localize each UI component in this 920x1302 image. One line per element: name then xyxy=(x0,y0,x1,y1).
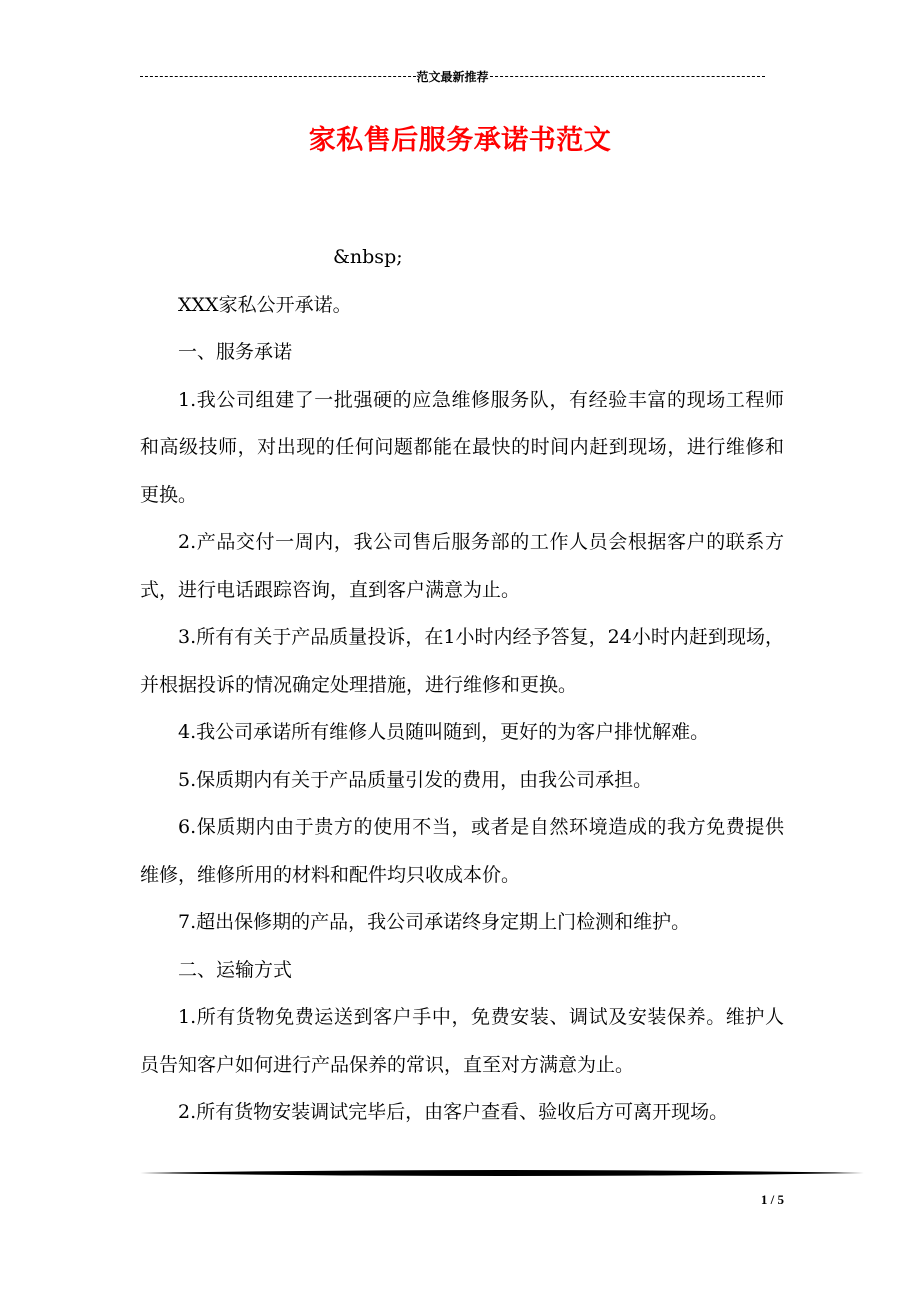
paragraph-transport-1: 1.所有货物免费运送到客户手中，免费安装、调试及安装保养。维护人员告知客户如何进行产品保养的常识，直至对方满意为止。 xyxy=(140,1006,784,1076)
paragraph-service-6: 6.保质期内由于贵方的使用不当，或者是自然环境造成的我方免费提供维修，维修所用的材料和配件均只收成本价。 xyxy=(140,816,784,886)
paragraph-placeholder: &nbsp; xyxy=(333,246,403,268)
header-dash-left xyxy=(140,76,416,77)
paragraph-service-1: 1.我公司组建了一批强硬的应急维修服务队，有经验丰富的现场工程师和高级技师，对出现的任何问题都能在最快的时间内赶到现场，进行维修和更换。 xyxy=(140,388,784,506)
paragraph-service-3: 3.所有有关于产品质量投诉，在1小时内经予答复，24小时内赶到现场，并根据投诉的情况确定处理措施，进行维修和更换。 xyxy=(140,626,784,696)
section-heading-transport: 二、运输方式 xyxy=(178,958,293,981)
section-heading-service: 一、服务承诺 xyxy=(178,341,293,363)
header-label: 范文最新推荐 xyxy=(416,69,489,84)
paragraph-service-4: 4.我公司承诺所有维修人员随叫随到，更好的为客户排忧解难。 xyxy=(178,721,710,743)
paragraph-service-2: 2.产品交付一周内，我公司售后服务部的工作人员会根据客户的联系方式，进行电话跟踪咨询，直到客户满意为止。 xyxy=(140,531,784,601)
header-dash-right xyxy=(490,76,765,77)
document-title: 家私售后服务承诺书范文 xyxy=(308,125,612,156)
page-number: 1 / 5 xyxy=(760,1192,784,1207)
document-body xyxy=(140,234,784,1137)
page-header xyxy=(140,66,765,86)
paragraph-service-5: 5.保质期内有关于产品质量引发的费用，由我公司承担。 xyxy=(178,768,653,791)
paragraph-intro: XXX家私公开承诺。 xyxy=(178,293,352,316)
footer-rule xyxy=(140,1168,864,1178)
paragraph-transport-2: 2.所有货物安装调试完毕后，由客户查看、验收后方可离开现场。 xyxy=(178,1101,729,1123)
paragraph-service-7: 7.超出保修期的产品，我公司承诺终身定期上门检测和维护。 xyxy=(178,911,691,933)
